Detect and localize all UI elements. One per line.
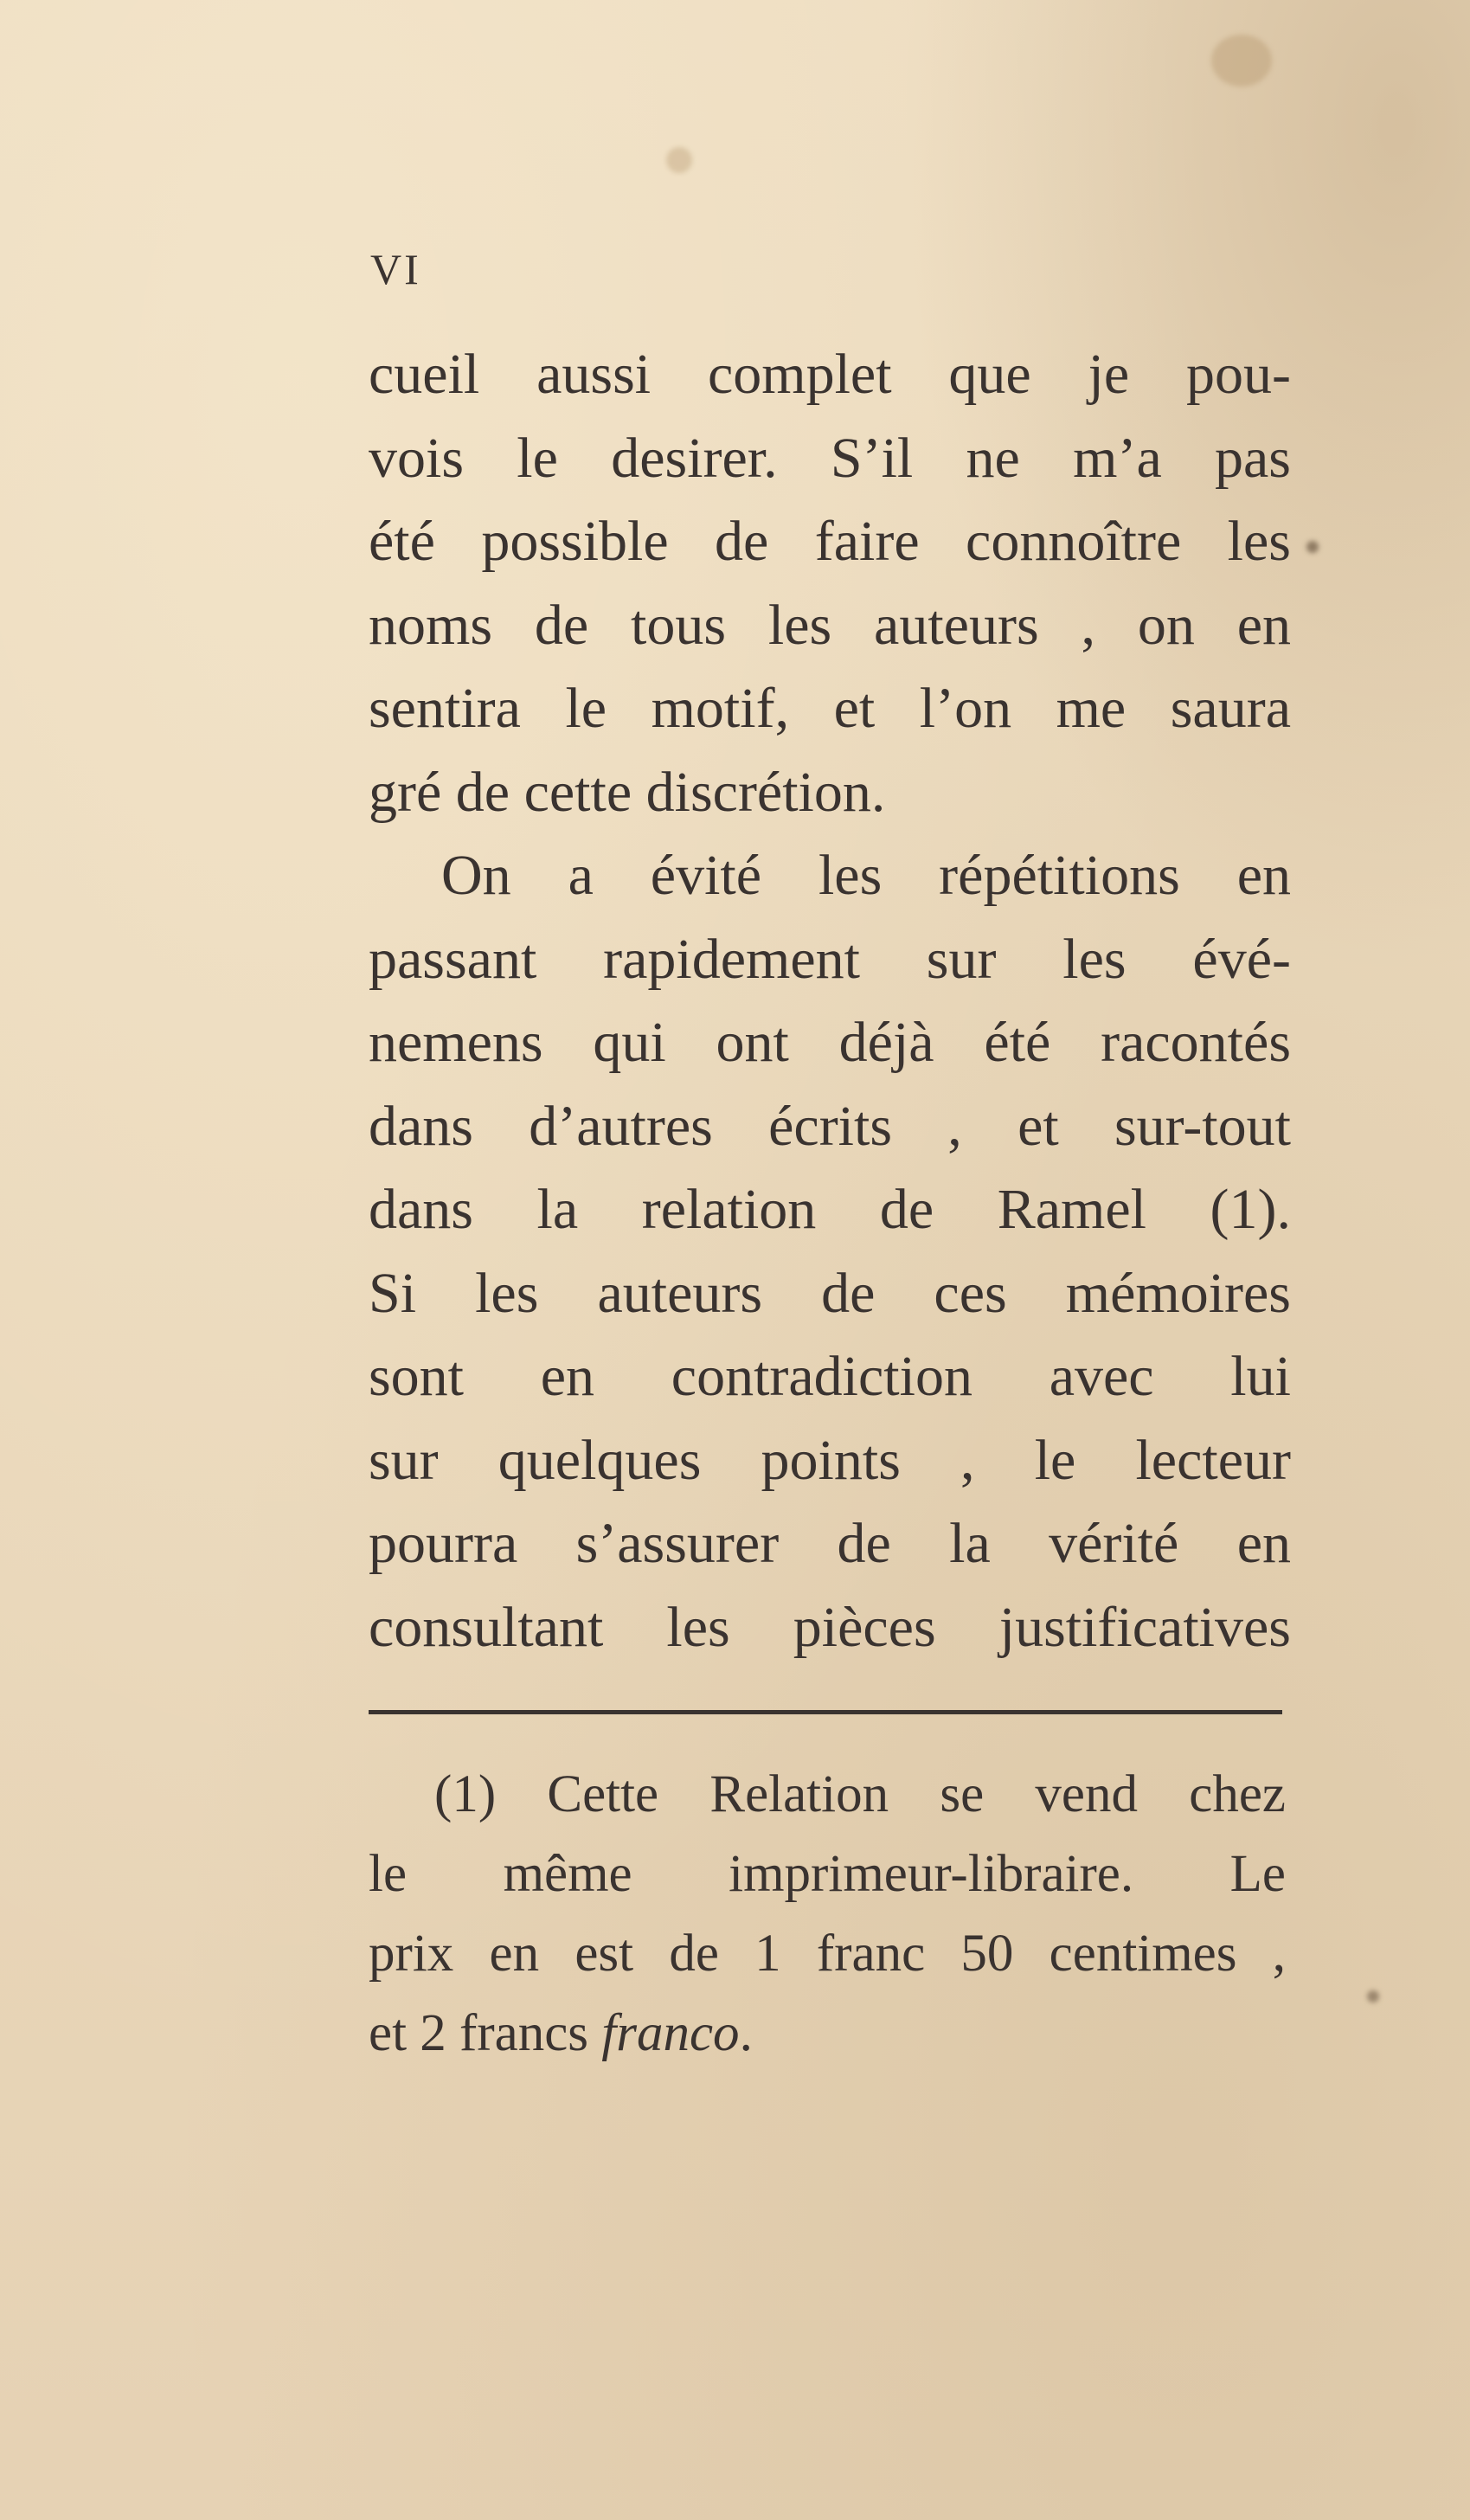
text-line: cueil aussi complet que je pou-: [369, 343, 1291, 406]
paper-stain: [1306, 541, 1319, 553]
text-line: dans d’autres écrits , et sur-tout: [369, 1094, 1291, 1158]
text-line: sont en contradiction avec lui: [369, 1345, 1291, 1408]
text-line: pourra s’assurer de la vérité en: [369, 1512, 1291, 1575]
footnote-line-last: [369, 1994, 1286, 2073]
text-line: Si les auteurs de ces mémoires: [369, 1261, 1291, 1325]
text-line: gré de cette discrétion.: [369, 760, 886, 824]
footnote-rule: [369, 1710, 1282, 1714]
paper-stain: [1211, 35, 1272, 87]
footnote-italic-word: franco: [601, 2004, 740, 2062]
footnote-punctuation: .: [739, 2004, 753, 2062]
footnote-line: prix en est de 1 franc 50 centimes ,: [369, 1925, 1286, 1983]
text-line: consultant les pièces justificatives: [369, 1595, 1291, 1659]
text-line: dans la relation de Ramel (1).: [369, 1178, 1291, 1241]
text-line: passant rapidement sur les évé-: [369, 927, 1291, 991]
text-line: sur quelques points , le lecteur: [369, 1428, 1291, 1492]
paper-stain: [666, 147, 692, 173]
text-line: vois le desirer. S’il ne m’a pas: [369, 426, 1291, 490]
footnote-line: (1) Cette Relation se vend chez: [434, 1765, 1286, 1823]
text-line: nemens qui ont déjà été racontés: [369, 1011, 1291, 1074]
text-line: sentira le motif, et l’on me saura: [369, 677, 1291, 740]
text-line: noms de tous les auteurs , on en: [369, 593, 1291, 657]
text-line: On a évité les répétitions en: [441, 844, 1291, 907]
body-text: [369, 333, 1291, 1669]
footnote-line: le même imprimeur-libraire. Le: [369, 1845, 1286, 1903]
footnote: [369, 1755, 1286, 2073]
page-number: VI: [370, 245, 421, 293]
text-line: été possible de faire connoître les: [369, 510, 1291, 573]
paper-stain: [1367, 1990, 1379, 2002]
footnote-text: et 2 francs: [369, 2004, 602, 2062]
